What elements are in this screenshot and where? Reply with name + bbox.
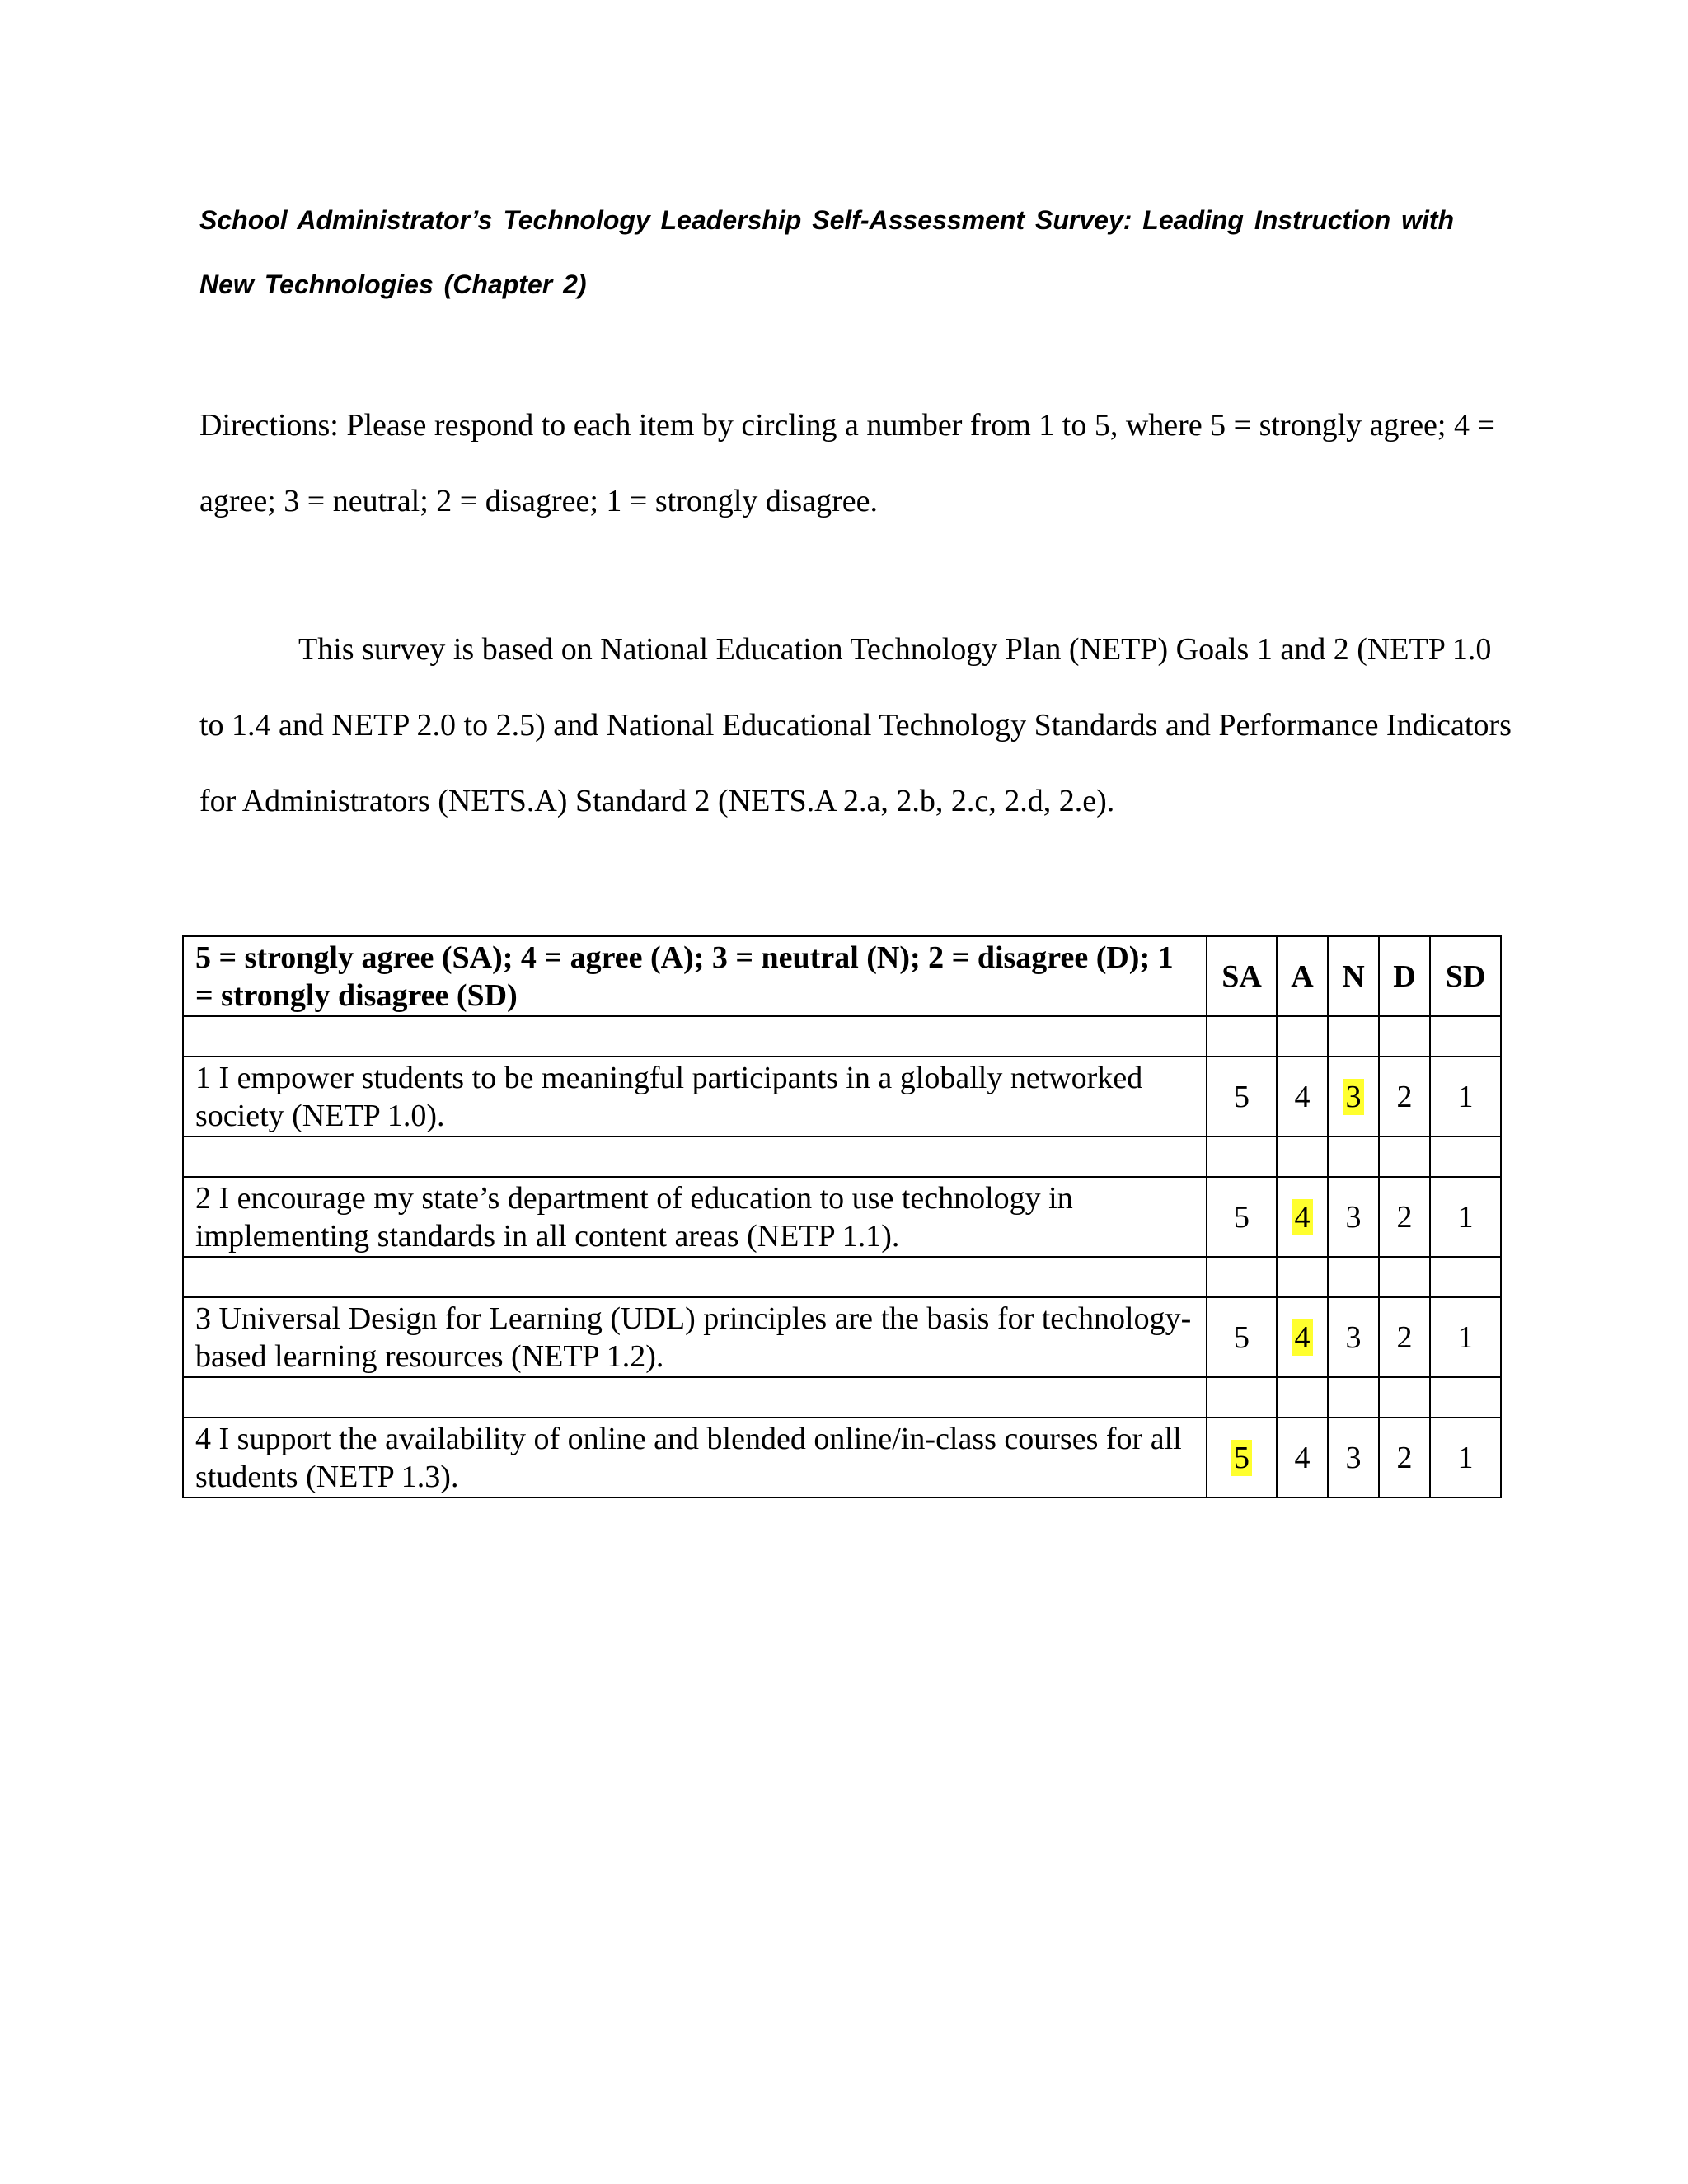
spacer-row [183, 1137, 1501, 1177]
rating-option[interactable]: 1 [1457, 1440, 1474, 1475]
survey-item-row [183, 1057, 1501, 1137]
rating-option[interactable]: 1 [1457, 1319, 1474, 1355]
survey-items [183, 1016, 1501, 1497]
rating-cell-a[interactable] [1277, 1177, 1328, 1257]
spacer-cell [1328, 1257, 1379, 1297]
rating-cell-d[interactable] [1379, 1418, 1430, 1497]
spacer-cell [1277, 1016, 1328, 1057]
rating-option[interactable]: 4 [1294, 1440, 1311, 1475]
spacer-cell [1430, 1016, 1501, 1057]
spacer-cell [1379, 1137, 1430, 1177]
survey-item-row [183, 1177, 1501, 1257]
rating-cell-a[interactable] [1277, 1418, 1328, 1497]
basis-paragraph: This survey is based on National Education Technology Plan (NETP) Goals 1 and 2 (NETP 1.0 to 1.4 and NETP 2.0 to 2.5) and National Educational Technology Standards and Performance Indicators for Administrators (NETS.A) Standard 2 (NETS.A 2.a, 2.b, 2.c, 2.d, 2.e). [199, 632, 1512, 818]
spacer-cell [1207, 1016, 1277, 1057]
rating-option[interactable]: 3 [1345, 1319, 1362, 1355]
rating-option[interactable]: 4 [1294, 1079, 1311, 1114]
rating-option[interactable]: 5 [1234, 1079, 1250, 1114]
spacer-cell [1430, 1257, 1501, 1297]
spacer-row [183, 1257, 1501, 1297]
survey-item-row [183, 1297, 1501, 1377]
spacer-cell [1328, 1377, 1379, 1418]
survey-table [182, 935, 1502, 1498]
rating-cell-d[interactable] [1379, 1297, 1430, 1377]
rating-cell-n[interactable] [1328, 1177, 1379, 1257]
directions-paragraph: Directions: Please respond to each item by circling a number from 1 to 5, where 5 = strongly agree; 4 = agree; 3 = neutral; 2 = disagree; 1 = strongly disagree. [199, 408, 1495, 518]
rating-cell-n[interactable] [1328, 1418, 1379, 1497]
rating-cell-sa[interactable] [1207, 1418, 1277, 1497]
spacer-cell [1277, 1377, 1328, 1418]
header-d: D [1379, 936, 1430, 1016]
rating-option[interactable]: 2 [1396, 1199, 1413, 1235]
rating-option[interactable]: 2 [1396, 1079, 1413, 1114]
rating-cell-n[interactable] [1328, 1297, 1379, 1377]
spacer-cell [1207, 1257, 1277, 1297]
survey-item-text: 1 I empower students to be meaningful participants in a globally networked society (NETP 1.0). [183, 1057, 1207, 1137]
rating-cell-d[interactable] [1379, 1177, 1430, 1257]
spacer-cell [1207, 1377, 1277, 1418]
rating-option[interactable]: 5 [1234, 1319, 1250, 1355]
rating-cell-sd[interactable] [1430, 1057, 1501, 1137]
rating-option[interactable]: 3 [1343, 1079, 1364, 1115]
rating-option[interactable]: 5 [1234, 1199, 1250, 1235]
rating-cell-d[interactable] [1379, 1057, 1430, 1137]
rating-cell-a[interactable] [1277, 1057, 1328, 1137]
scale-legend: 5 = strongly agree (SA); 4 = agree (A); 3 = neutral (N); 2 = disagree (D); 1 = strongly disagree (SD) [183, 936, 1207, 1016]
spacer-cell [183, 1257, 1207, 1297]
spacer-cell [1379, 1257, 1430, 1297]
header-sd: SD [1430, 936, 1501, 1016]
rating-option[interactable]: 4 [1292, 1199, 1313, 1235]
rating-cell-sd[interactable] [1430, 1177, 1501, 1257]
rating-cell-a[interactable] [1277, 1297, 1328, 1377]
rating-cell-sa[interactable] [1207, 1177, 1277, 1257]
rating-cell-n[interactable] [1328, 1057, 1379, 1137]
rating-cell-sa[interactable] [1207, 1057, 1277, 1137]
table-header-row [183, 936, 1501, 1016]
header-n: N [1328, 936, 1379, 1016]
rating-option[interactable]: 2 [1396, 1440, 1413, 1475]
spacer-cell [183, 1137, 1207, 1177]
rating-option[interactable]: 3 [1345, 1440, 1362, 1475]
spacer-cell [1207, 1137, 1277, 1177]
rating-cell-sd[interactable] [1430, 1418, 1501, 1497]
rating-option[interactable]: 4 [1292, 1319, 1313, 1356]
survey-item-text: 2 I encourage my state’s department of education to use technology in implementing standards in all content areas (NETP 1.1). [183, 1177, 1207, 1257]
rating-cell-sd[interactable] [1430, 1297, 1501, 1377]
spacer-cell [1379, 1016, 1430, 1057]
rating-cell-sa[interactable] [1207, 1297, 1277, 1377]
header-sa: SA [1207, 936, 1277, 1016]
rating-option[interactable]: 5 [1231, 1440, 1252, 1476]
spacer-row [183, 1016, 1501, 1057]
spacer-cell [1328, 1016, 1379, 1057]
spacer-cell [183, 1377, 1207, 1418]
spacer-cell [1277, 1137, 1328, 1177]
spacer-cell [1277, 1257, 1328, 1297]
spacer-cell [1430, 1377, 1501, 1418]
rating-option[interactable]: 2 [1396, 1319, 1413, 1355]
spacer-cell [1328, 1137, 1379, 1177]
header-a: A [1277, 936, 1328, 1016]
spacer-cell [183, 1016, 1207, 1057]
rating-option[interactable]: 1 [1457, 1079, 1474, 1114]
spacer-row [183, 1377, 1501, 1418]
spacer-cell [1379, 1377, 1430, 1418]
survey-item-text: 3 Universal Design for Learning (UDL) principles are the basis for technology-based learning resources (NETP 1.2). [183, 1297, 1207, 1377]
rating-option[interactable]: 1 [1457, 1199, 1474, 1235]
survey-title: School Administrator’s Technology Leadership Self-Assessment Survey: Leading Instruction with New Technologies (Chapter 2) [199, 205, 1455, 299]
survey-item-row [183, 1418, 1501, 1497]
rating-option[interactable]: 3 [1345, 1199, 1362, 1235]
spacer-cell [1430, 1137, 1501, 1177]
survey-item-text: 4 I support the availability of online and blended online/in-class courses for all students (NETP 1.3). [183, 1418, 1207, 1497]
